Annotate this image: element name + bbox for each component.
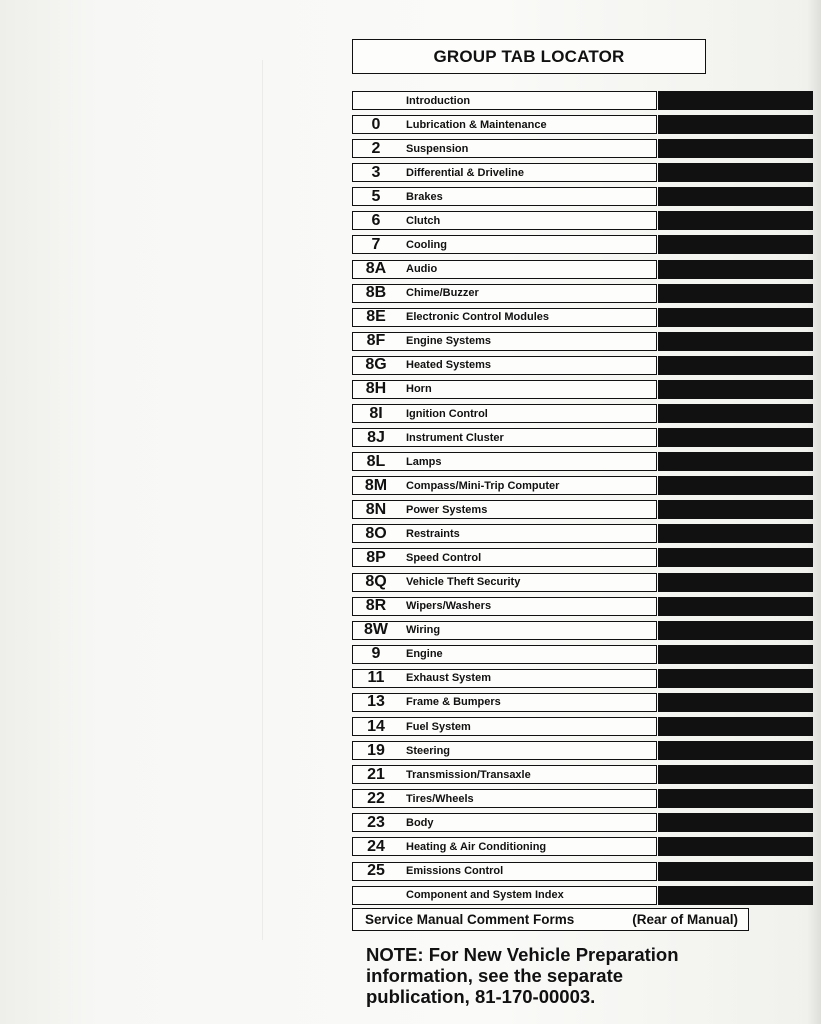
- tab-edge-marker[interactable]: [658, 548, 813, 567]
- tab-code: 8N: [365, 500, 387, 518]
- tab-edge-marker[interactable]: [658, 693, 813, 712]
- tab-code: 19: [367, 741, 385, 759]
- tab-code: 8P: [366, 548, 386, 566]
- tab-label: Power Systems: [406, 503, 488, 516]
- tab-label: Steering: [406, 744, 451, 757]
- comment-forms-location: (Rear of Manual): [632, 912, 738, 927]
- page-title: GROUP TAB LOCATOR: [433, 46, 625, 66]
- tab-box[interactable]: [352, 308, 657, 327]
- tab-box[interactable]: [352, 837, 657, 856]
- tab-box[interactable]: [352, 765, 657, 784]
- tab-edge-marker[interactable]: [658, 428, 813, 447]
- tab-row[interactable]: [352, 186, 813, 210]
- tab-box[interactable]: [352, 163, 657, 182]
- tab-label: Engine: [406, 648, 443, 661]
- tab-code: 6: [371, 211, 381, 229]
- tab-code: 8E: [366, 308, 386, 326]
- tab-code: 8W: [364, 621, 388, 639]
- tab-label: Suspension: [406, 142, 469, 155]
- tab-edge-marker[interactable]: [658, 765, 813, 784]
- tab-label: Transmission/Transaxle: [406, 768, 531, 781]
- tab-label: Brakes: [406, 190, 443, 203]
- tab-label: Electronic Control Modules: [406, 311, 550, 324]
- tab-edge-marker[interactable]: [658, 741, 813, 760]
- tab-row[interactable]: [352, 90, 813, 114]
- tab-code: 21: [367, 765, 385, 783]
- tab-box[interactable]: [352, 548, 657, 567]
- tab-edge-marker[interactable]: [658, 404, 813, 423]
- tab-code: 8A: [365, 260, 387, 278]
- tab-edge-marker[interactable]: [658, 862, 813, 881]
- note-line-2: information, see the separate: [366, 965, 624, 986]
- tab-code: 8B: [365, 284, 387, 302]
- tab-label: Differential & Driveline: [406, 166, 524, 179]
- tab-code: 24: [367, 837, 385, 855]
- tab-box[interactable]: [352, 356, 657, 375]
- note-line-1: NOTE: For New Vehicle Preparation: [366, 944, 679, 965]
- tab-box[interactable]: [352, 284, 657, 303]
- tab-label: Engine Systems: [406, 335, 491, 348]
- comment-forms-label: Service Manual Comment Forms: [365, 912, 575, 927]
- tab-code: 8L: [366, 452, 386, 470]
- tab-row[interactable]: [352, 138, 813, 162]
- tab-row[interactable]: [352, 692, 813, 716]
- tab-edge-marker[interactable]: [658, 115, 813, 134]
- tab-label: Horn: [406, 383, 432, 396]
- title-box: [352, 39, 706, 74]
- tab-edge-marker[interactable]: [658, 380, 813, 399]
- tab-box[interactable]: [352, 452, 657, 471]
- tab-row[interactable]: [352, 788, 813, 812]
- tab-label: Tires/Wheels: [406, 792, 474, 805]
- tab-label: Vehicle Theft Security: [406, 576, 521, 589]
- tab-label: Emissions Control: [406, 865, 504, 877]
- tab-box[interactable]: [352, 597, 657, 616]
- tab-row[interactable]: [352, 644, 813, 668]
- tab-edge-marker[interactable]: [658, 139, 813, 158]
- tab-edge-marker[interactable]: [658, 187, 813, 206]
- tab-row[interactable]: [352, 379, 813, 403]
- tab-box[interactable]: [352, 573, 657, 592]
- tab-row[interactable]: [352, 114, 813, 138]
- tab-box[interactable]: [352, 813, 657, 832]
- tab-label: Audio: [406, 263, 438, 276]
- tab-row[interactable]: [352, 427, 813, 451]
- tab-box[interactable]: [352, 404, 657, 423]
- tab-row[interactable]: [352, 283, 813, 307]
- tab-code: 11: [367, 669, 385, 687]
- tab-code: 8J: [367, 428, 385, 446]
- tab-code: 3: [371, 163, 381, 181]
- tab-label: Chime/Buzzer: [406, 287, 479, 300]
- tab-label: Frame & Bumpers: [406, 696, 501, 709]
- tab-row[interactable]: [352, 162, 813, 186]
- tab-row[interactable]: [352, 572, 813, 596]
- tab-label: Instrument Cluster: [406, 431, 504, 444]
- tab-code: 25: [367, 862, 385, 879]
- tab-row[interactable]: [352, 451, 813, 475]
- tab-label: Lamps: [406, 455, 442, 468]
- tab-code: 8H: [365, 380, 387, 398]
- tab-row[interactable]: [352, 475, 813, 499]
- tab-box[interactable]: [352, 115, 657, 134]
- tab-box[interactable]: [352, 91, 657, 110]
- tab-label: Lubrication & Maintenance: [406, 118, 547, 131]
- tab-code: 8R: [365, 597, 387, 615]
- tab-box[interactable]: [352, 693, 657, 712]
- tab-edge-marker[interactable]: [658, 211, 813, 230]
- tab-label: Ignition Control: [406, 407, 488, 420]
- tab-label: Speed Control: [406, 551, 482, 564]
- tab-label: Clutch: [406, 214, 441, 227]
- tab-box[interactable]: [352, 717, 657, 736]
- tab-code: 8I: [369, 404, 383, 422]
- tab-row[interactable]: [352, 547, 813, 571]
- tab-row[interactable]: [352, 499, 813, 523]
- tab-box[interactable]: [352, 621, 657, 640]
- tab-code: 22: [367, 789, 385, 807]
- tab-edge-marker[interactable]: [658, 789, 813, 808]
- tab-box[interactable]: [352, 211, 657, 230]
- tab-row[interactable]: [352, 885, 813, 909]
- tab-row[interactable]: [352, 861, 813, 885]
- tab-edge-marker[interactable]: [658, 524, 813, 543]
- tab-edge-marker[interactable]: [658, 163, 813, 182]
- tab-box[interactable]: [352, 235, 657, 254]
- tab-label: Introduction: [406, 94, 471, 107]
- tab-edge-marker[interactable]: [658, 645, 813, 664]
- tab-row[interactable]: [352, 668, 813, 692]
- tab-row[interactable]: [352, 740, 813, 764]
- tab-list: [352, 90, 813, 909]
- tab-box[interactable]: [352, 260, 657, 279]
- tab-code: 23: [367, 813, 385, 831]
- tab-edge-marker[interactable]: [658, 837, 813, 856]
- tab-box[interactable]: [352, 380, 657, 399]
- tab-box[interactable]: [352, 428, 657, 447]
- tab-edge-marker[interactable]: [658, 813, 813, 832]
- tab-label: Component and System Index: [406, 889, 564, 902]
- tab-edge-marker[interactable]: [658, 308, 813, 327]
- page-fold: [262, 60, 263, 940]
- tab-label: Compass/Mini-Trip Computer: [406, 479, 560, 492]
- tab-edge-marker[interactable]: [658, 573, 813, 592]
- comment-forms-box: [352, 908, 749, 931]
- tab-label: Heating & Air Conditioning: [406, 840, 547, 853]
- tab-edge-marker[interactable]: [658, 597, 813, 616]
- tab-code: 9: [371, 645, 381, 663]
- tab-edge-marker[interactable]: [658, 886, 813, 905]
- tab-edge-marker[interactable]: [658, 91, 813, 110]
- tab-box[interactable]: [352, 500, 657, 519]
- tab-row[interactable]: [352, 523, 813, 547]
- tab-label: Restraints: [406, 527, 460, 540]
- tab-box[interactable]: [352, 187, 657, 206]
- tab-row[interactable]: [352, 210, 813, 234]
- tab-box[interactable]: [352, 332, 657, 351]
- tab-code: 2: [371, 139, 381, 157]
- tab-label: Wiring: [406, 624, 441, 637]
- tab-row[interactable]: [352, 355, 813, 379]
- tab-row[interactable]: [352, 620, 813, 644]
- tab-row[interactable]: [352, 812, 813, 836]
- tab-code: 8F: [366, 332, 386, 350]
- tab-code: 8Q: [365, 573, 387, 591]
- tab-label: Exhaust System: [406, 672, 491, 685]
- tab-code: 8O: [365, 524, 387, 542]
- tab-label: Body: [406, 816, 434, 829]
- tab-edge-marker[interactable]: [658, 260, 813, 279]
- tab-label: Wipers/Washers: [406, 600, 492, 613]
- tab-label: Cooling: [406, 238, 447, 251]
- tab-code: 5: [371, 187, 381, 205]
- tab-edge-marker[interactable]: [658, 669, 813, 688]
- tab-edge-marker[interactable]: [658, 717, 813, 736]
- tab-edge-marker[interactable]: [658, 235, 813, 254]
- tab-code: 14: [367, 717, 385, 735]
- tab-code: 13: [367, 693, 385, 711]
- tab-box[interactable]: [352, 476, 657, 495]
- tab-edge-marker[interactable]: [658, 284, 813, 303]
- tab-code: 8G: [365, 356, 387, 374]
- tab-edge-marker[interactable]: [658, 621, 813, 640]
- tab-edge-marker[interactable]: [658, 356, 813, 375]
- tab-edge-marker[interactable]: [658, 500, 813, 519]
- tab-row[interactable]: [352, 331, 813, 355]
- note-line-3: publication, 81-170-00003.: [366, 986, 596, 1007]
- tab-row[interactable]: [352, 764, 813, 788]
- tab-box[interactable]: [352, 886, 657, 905]
- tab-label: Fuel System: [406, 720, 471, 733]
- tab-box[interactable]: [352, 669, 657, 688]
- tab-box[interactable]: [352, 524, 657, 543]
- tab-edge-marker[interactable]: [658, 452, 813, 471]
- tab-box[interactable]: [352, 645, 657, 664]
- vehicle-preparation-note: [366, 944, 766, 1007]
- tab-row[interactable]: [352, 259, 813, 283]
- tab-box[interactable]: [352, 789, 657, 808]
- tab-label: Heated Systems: [406, 359, 491, 372]
- tab-row[interactable]: [352, 307, 813, 331]
- tab-row[interactable]: [352, 403, 813, 427]
- tab-code: 8M: [364, 476, 388, 494]
- tab-row[interactable]: [352, 234, 813, 258]
- tab-code: 0: [371, 115, 381, 133]
- tab-code: 7: [371, 235, 381, 253]
- tab-box[interactable]: [352, 862, 657, 881]
- tab-row[interactable]: [352, 716, 813, 740]
- tab-box[interactable]: [352, 139, 657, 158]
- tab-row[interactable]: [352, 596, 813, 620]
- tab-edge-marker[interactable]: [658, 476, 813, 495]
- tab-box[interactable]: [352, 741, 657, 760]
- tab-row[interactable]: [352, 836, 813, 860]
- tab-edge-marker[interactable]: [658, 332, 813, 351]
